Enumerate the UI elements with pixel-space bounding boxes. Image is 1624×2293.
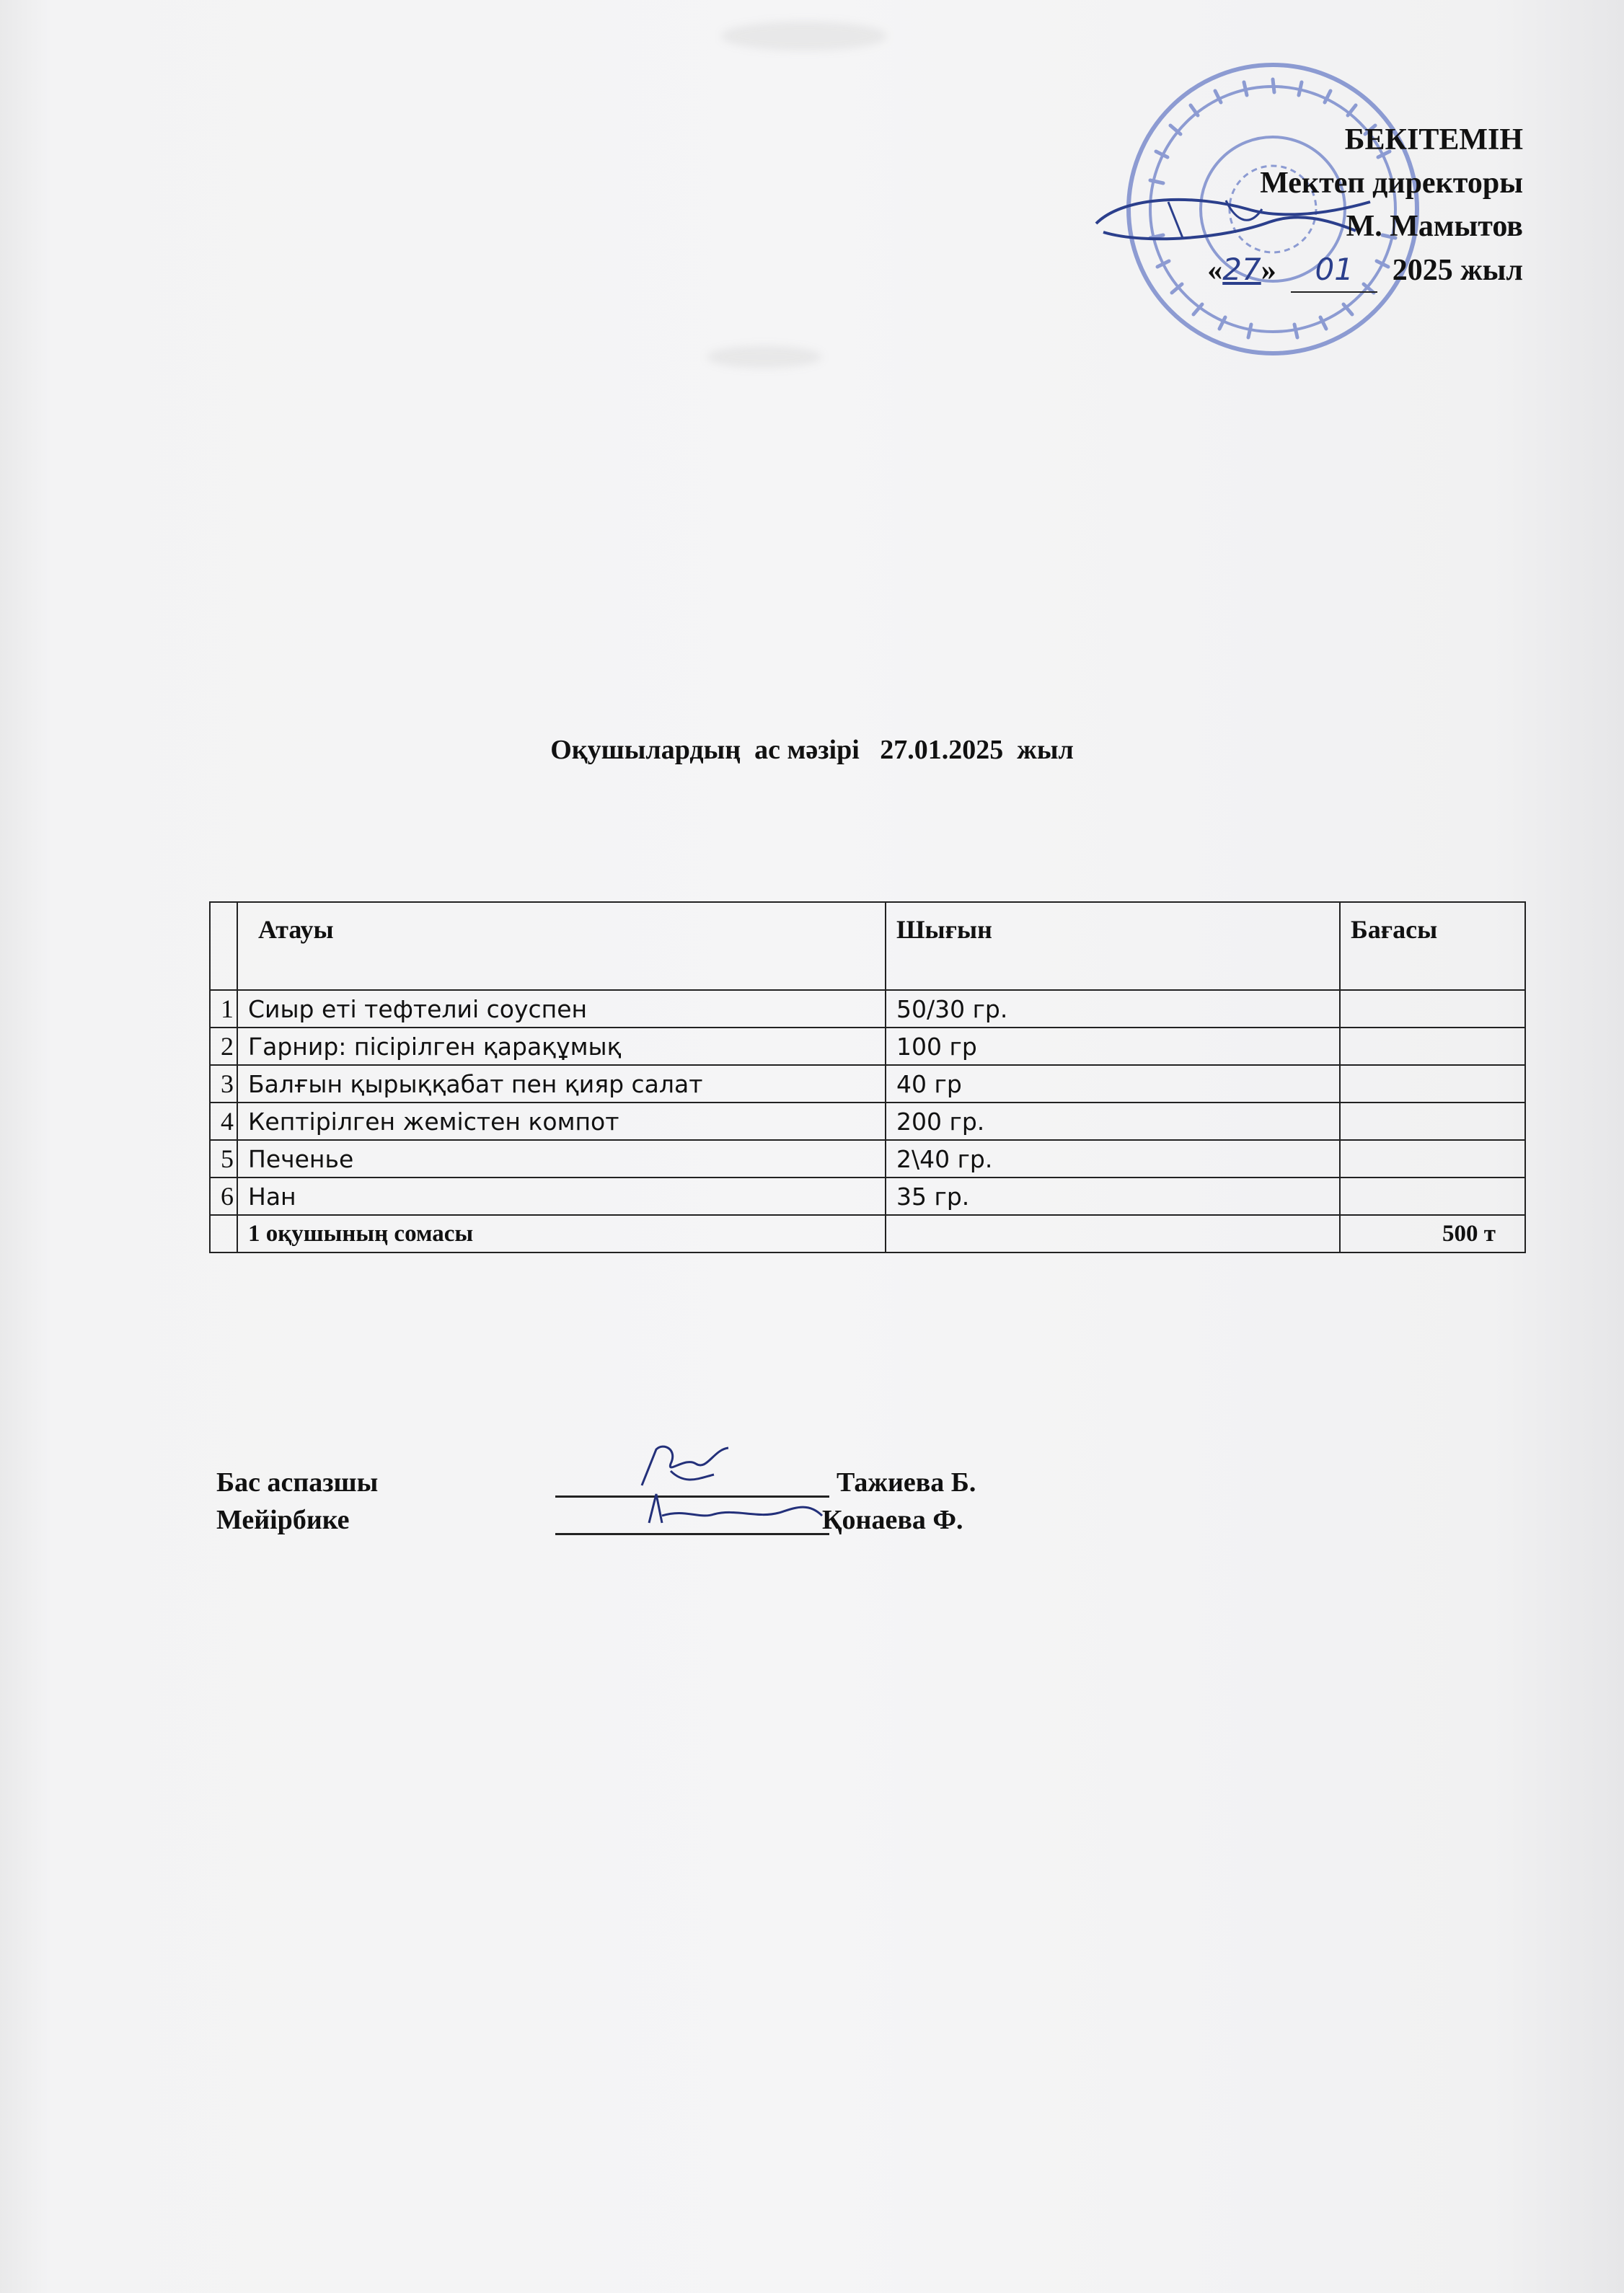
date-close-quote: » [1261, 254, 1276, 287]
row-name: Сиыр еті тефтелиі соуспен [237, 990, 886, 1028]
table-row [210, 1065, 1525, 1103]
header-quantity: Шығын [886, 902, 1340, 990]
signature-role: Бас аспазшы [216, 1467, 379, 1498]
date-month: 01 [1291, 248, 1377, 293]
row-name: Гарнир: пісірілген қарақұмық [237, 1028, 886, 1065]
nurse-signature [642, 1487, 829, 1537]
approval-director-name: М. Мамытов [1346, 210, 1523, 243]
header-price: Бағасы [1340, 902, 1525, 990]
row-price [1340, 990, 1525, 1028]
scan-smudge [707, 346, 822, 368]
total-quantity [886, 1215, 1340, 1252]
total-price: 500 т [1340, 1215, 1525, 1252]
row-number: 4 [210, 1103, 237, 1140]
row-name: Кептірілген жемістен компот [237, 1103, 886, 1140]
row-price [1340, 1028, 1525, 1065]
row-quantity: 50/30 гр. [886, 990, 1340, 1028]
row-quantity: 100 гр [886, 1028, 1340, 1065]
row-name: Нан [237, 1178, 886, 1215]
signature-name: Қонаева Ф. [822, 1505, 963, 1535]
date-day: 27 [1222, 252, 1261, 287]
signature-row-chef [216, 1464, 1010, 1501]
table-row [210, 990, 1525, 1028]
row-quantity: 40 гр [886, 1065, 1340, 1103]
approval-date [1062, 248, 1523, 293]
approval-position: Мектеп директоры [1260, 167, 1523, 200]
row-number: 5 [210, 1140, 237, 1178]
header-name: Атауы [237, 902, 886, 990]
approval-heading: БЕКІТЕМІН [1344, 123, 1523, 156]
date-year: 2025 жыл [1392, 254, 1523, 287]
signature-role: Мейірбике [216, 1505, 350, 1535]
table-row [210, 1028, 1525, 1065]
row-number: 6 [210, 1178, 237, 1215]
row-quantity: 35 гр. [886, 1178, 1340, 1215]
row-price [1340, 1065, 1525, 1103]
row-price [1340, 1140, 1525, 1178]
table-row [210, 1103, 1525, 1140]
row-price [1340, 1103, 1525, 1140]
row-price [1340, 1178, 1525, 1215]
header-number [210, 902, 237, 990]
scan-smudge [721, 22, 887, 50]
signature-block [216, 1464, 1010, 1539]
document-title: Оқушылардың ас мәзірі 27.01.2025 жыл [550, 735, 1074, 765]
date-open-quote: « [1207, 254, 1223, 287]
table-header-row [210, 902, 1525, 990]
total-number [210, 1215, 237, 1252]
row-quantity: 2\40 гр. [886, 1140, 1340, 1178]
signature-row-nurse [216, 1501, 1010, 1539]
menu-table [209, 901, 1526, 1253]
table-row [210, 1140, 1525, 1178]
row-number: 3 [210, 1065, 237, 1103]
table-row [210, 1178, 1525, 1215]
approval-block [1062, 118, 1523, 293]
row-name: Балғын қырыққабат пен қияр салат [237, 1065, 886, 1103]
row-quantity: 200 гр. [886, 1103, 1340, 1140]
row-number: 1 [210, 990, 237, 1028]
signature-name: Тажиева Б. [837, 1467, 976, 1498]
total-row [210, 1215, 1525, 1252]
row-name: Печенье [237, 1140, 886, 1178]
total-label: 1 оқушының сомасы [237, 1215, 886, 1252]
row-number: 2 [210, 1028, 237, 1065]
